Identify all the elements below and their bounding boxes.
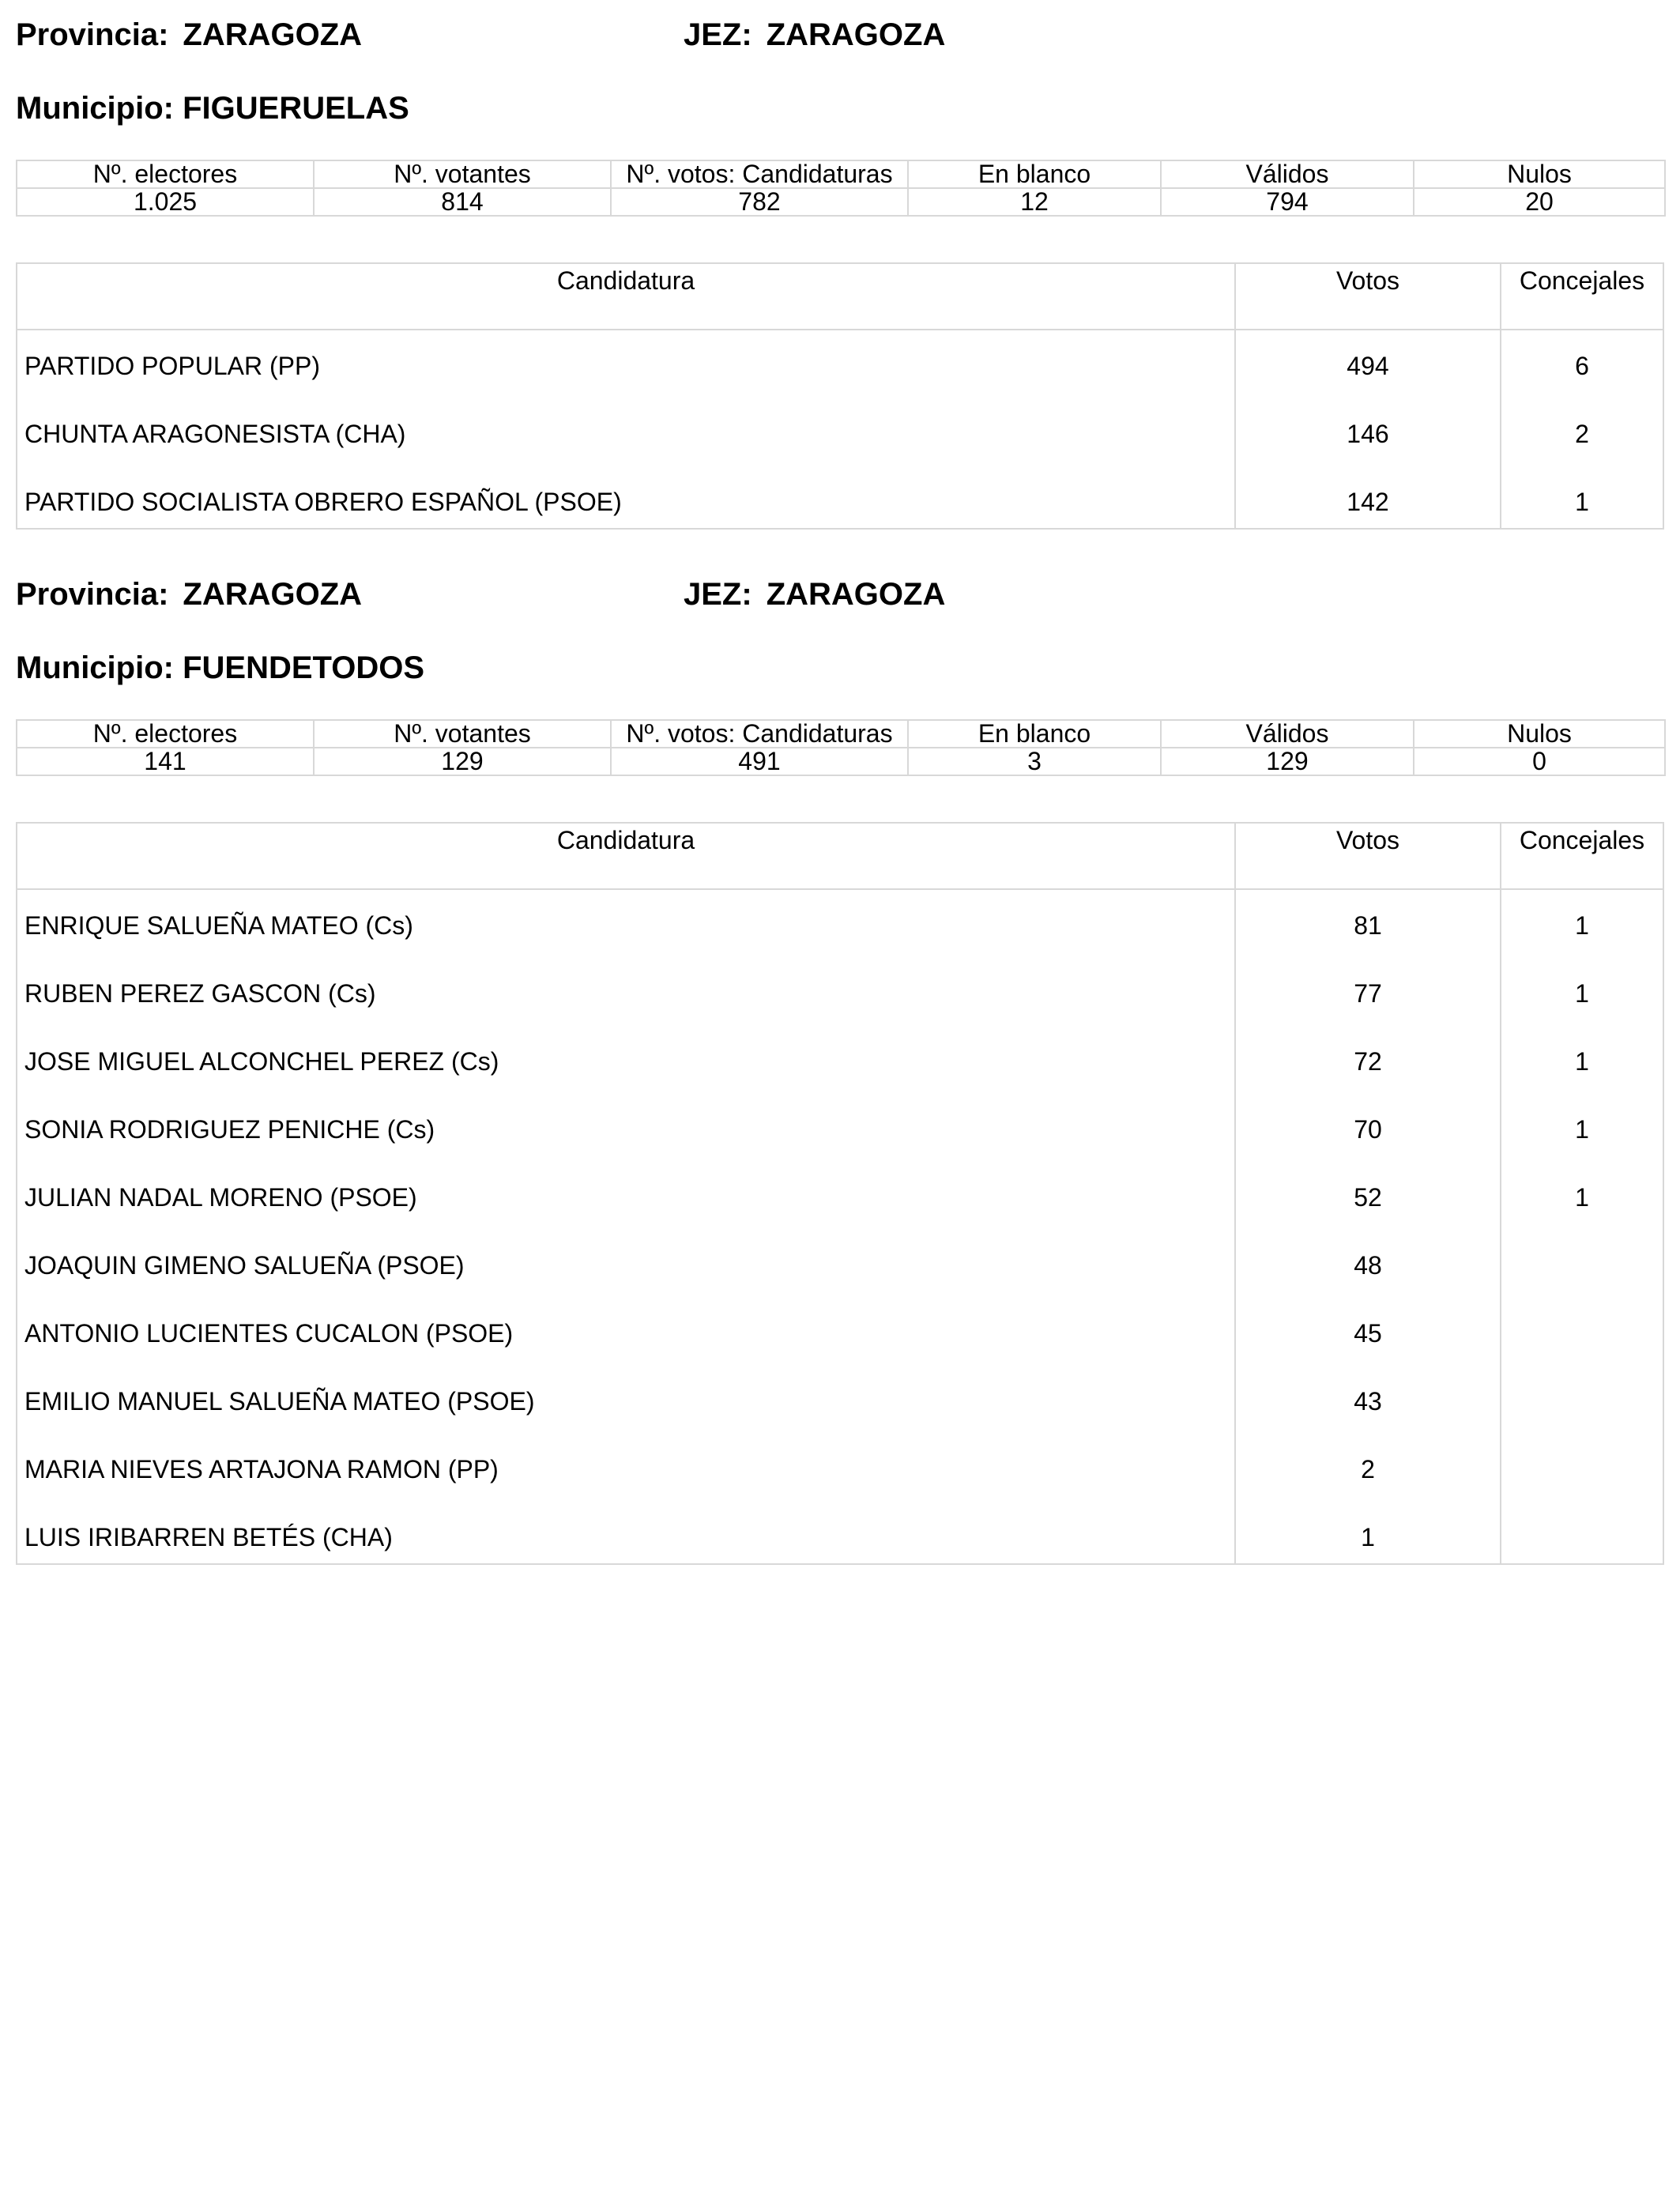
header-nulos: Nulos (1414, 160, 1665, 188)
value-nulos: 20 (1414, 188, 1665, 216)
table-row-concejales (1501, 1386, 1663, 1454)
table-row-concejales: 1 (1575, 1115, 1589, 1144)
results-body (17, 330, 1663, 528)
table-row-votos: 2 (1361, 1455, 1375, 1483)
value-en-blanco: 3 (908, 748, 1161, 775)
votos-column (1236, 890, 1501, 1563)
value-votos-candidaturas: 782 (611, 188, 908, 216)
municipio-heading (16, 649, 424, 687)
municipio-label: Municipio: (16, 650, 174, 685)
table-row-candidatura: JOAQUIN GIMENO SALUEÑA (PSOE) (24, 1251, 465, 1280)
summary-table (16, 719, 1666, 776)
table-row-votos: 146 (1347, 420, 1389, 448)
jez-label: JEZ: (684, 577, 752, 612)
provincia-value: ZARAGOZA (183, 17, 363, 52)
header-votos: Votos (1236, 264, 1501, 329)
value-validos: 129 (1161, 748, 1414, 775)
jez-label: JEZ: (684, 17, 752, 52)
table-row-concejales (1501, 1250, 1663, 1318)
summary-table (16, 160, 1666, 217)
table-row-candidatura: EMILIO MANUEL SALUEÑA MATEO (PSOE) (24, 1387, 535, 1416)
municipio-value: FUENDETODOS (183, 650, 425, 685)
table-row-candidatura: RUBEN PEREZ GASCON (Cs) (24, 979, 376, 1008)
provincia-label: Provincia: (16, 17, 169, 52)
header-votantes: Nº. votantes (314, 160, 611, 188)
table-row-votos: 72 (1354, 1047, 1382, 1076)
table-row-votos: 48 (1354, 1251, 1382, 1280)
value-votantes: 129 (314, 748, 611, 775)
jez-heading (684, 575, 945, 613)
value-electores: 141 (17, 748, 314, 775)
concejales-column (1501, 330, 1663, 528)
table-row-concejales: 1 (1575, 979, 1589, 1008)
table-row-concejales: 1 (1575, 488, 1589, 516)
header-en-blanco: En blanco (908, 720, 1161, 748)
header-electores: Nº. electores (17, 720, 314, 748)
table-row-concejales: 6 (1575, 352, 1589, 380)
jez-value: ZARAGOZA (766, 17, 946, 52)
provincia-heading (16, 575, 362, 613)
provincia-label: Provincia: (16, 577, 169, 612)
header-validos: Válidos (1161, 720, 1414, 748)
value-electores: 1.025 (17, 188, 314, 216)
table-row-concejales: 1 (1575, 1183, 1589, 1212)
municipio-value: FIGUERUELAS (183, 91, 409, 126)
table-row-candidatura: SONIA RODRIGUEZ PENICHE (Cs) (24, 1115, 435, 1144)
table-row-votos: 52 (1354, 1183, 1382, 1212)
header-en-blanco: En blanco (908, 160, 1161, 188)
table-row-candidatura: LUIS IRIBARREN BETÉS (CHA) (24, 1523, 393, 1551)
header-candidatura: Candidatura (17, 264, 1236, 329)
value-votos-candidaturas: 491 (611, 748, 908, 775)
summary-header-row (17, 160, 1665, 188)
municipio-label: Municipio: (16, 91, 174, 126)
results-header-row (17, 824, 1663, 890)
table-row-concejales: 2 (1575, 420, 1589, 448)
header-concejales: Concejales (1519, 266, 1645, 295)
header-candidatura: Candidatura (17, 824, 1236, 888)
table-row-concejales: 1 (1575, 911, 1589, 940)
table-row-candidatura: CHUNTA ARAGONESISTA (CHA) (24, 420, 406, 448)
table-row-candidatura: ANTONIO LUCIENTES CUCALON (PSOE) (24, 1319, 514, 1348)
table-row-votos: 43 (1354, 1387, 1382, 1416)
table-row-votos: 494 (1347, 352, 1389, 380)
table-row-concejales (1501, 1522, 1663, 1552)
header-validos: Válidos (1161, 160, 1414, 188)
candidatura-column (17, 330, 1236, 528)
concejales-column (1501, 890, 1663, 1563)
votos-column (1236, 330, 1501, 528)
results-table (16, 262, 1664, 530)
table-row-concejales: 1 (1575, 1047, 1589, 1076)
summary-header-row (17, 720, 1665, 748)
table-row-votos: 142 (1347, 488, 1389, 516)
table-row-votos: 45 (1354, 1319, 1382, 1348)
value-en-blanco: 12 (908, 188, 1161, 216)
table-row-votos: 81 (1354, 911, 1382, 940)
jez-value: ZARAGOZA (766, 577, 946, 612)
provincia-heading (16, 16, 362, 54)
table-row-candidatura: PARTIDO POPULAR (PP) (24, 352, 320, 380)
header-nulos: Nulos (1414, 720, 1665, 748)
jez-heading (684, 16, 945, 54)
header-votos-candidaturas: Nº. votos: Candidaturas (611, 720, 908, 748)
table-row-concejales (1501, 1454, 1663, 1522)
header-concejales: Concejales (1519, 826, 1645, 854)
table-row-candidatura: ENRIQUE SALUEÑA MATEO (Cs) (24, 911, 413, 940)
header-votantes: Nº. votantes (314, 720, 611, 748)
results-header-row (17, 264, 1663, 330)
table-row-votos: 1 (1361, 1523, 1375, 1551)
results-table (16, 822, 1664, 1565)
value-validos: 794 (1161, 188, 1414, 216)
table-row-candidatura: MARIA NIEVES ARTAJONA RAMON (PP) (24, 1455, 499, 1483)
table-row-votos: 70 (1354, 1115, 1382, 1144)
summary-value-row (17, 188, 1665, 216)
table-row-candidatura: JULIAN NADAL MORENO (PSOE) (24, 1183, 417, 1212)
table-row-candidatura: PARTIDO SOCIALISTA OBRERO ESPAÑOL (PSOE) (24, 488, 622, 516)
value-nulos: 0 (1414, 748, 1665, 775)
header-votos-candidaturas: Nº. votos: Candidaturas (611, 160, 908, 188)
header-votos: Votos (1236, 824, 1501, 888)
header-electores: Nº. electores (17, 160, 314, 188)
candidatura-column (17, 890, 1236, 1563)
summary-value-row (17, 748, 1665, 775)
results-body (17, 890, 1663, 1563)
table-row-concejales (1501, 1318, 1663, 1386)
provincia-value: ZARAGOZA (183, 577, 363, 612)
municipio-heading (16, 89, 409, 127)
value-votantes: 814 (314, 188, 611, 216)
table-row-votos: 77 (1354, 979, 1382, 1008)
table-row-candidatura: JOSE MIGUEL ALCONCHEL PEREZ (Cs) (24, 1047, 499, 1076)
